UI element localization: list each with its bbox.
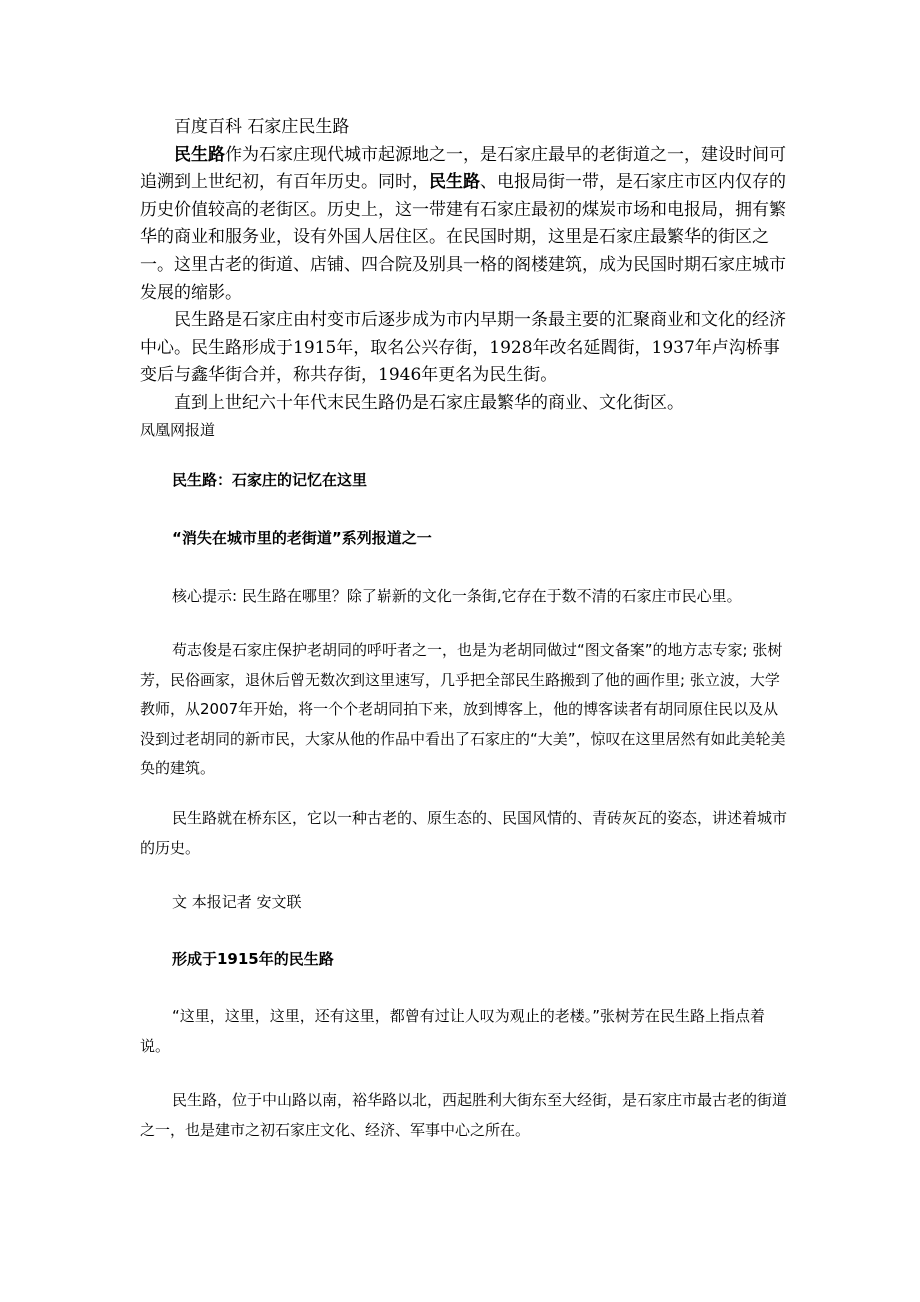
bold-term: 民生路 xyxy=(429,172,480,193)
report-title-block xyxy=(140,466,788,496)
report-series: “消失在城市里的老街道”系列报道之一 xyxy=(172,529,432,547)
report-hint: 核心提示: 民生路在哪里？除了崭新的文化一条街,它存在于数不清的石家庄市民心里。 xyxy=(172,587,742,605)
source-label: 凤凰网报道 xyxy=(140,421,216,439)
report-para-3-block xyxy=(140,1002,788,1061)
report-paragraph-1: 苟志俊是石家庄保护老胡同的呼吁者之一，也是为老胡同做过“图文备案”的地方志专家; 张树芳，民俗画家，退休后曾无数次到这里速写，几乎把全部民生路搬到了他的画作里; 张立波，大学教师，从2007年开始，将一个个老胡同拍下来，放到博客上，他的博客读者有胡同原住民以及从没到过老胡同的新市民，大家从他的作品中看出了石家庄的“大美”，惊叹在这里居然有如此美轮美奂的建筑。 xyxy=(140,641,786,777)
baike-paragraph-2: 民生路是石家庄由村变市后逐步成为市内早期一条最主要的汇聚商业和文化的经济中心。民生路形成于1915年，取名公兴存街，1928年改名延閻街，1937年卢沟桥事变后与鑫华街合并，称共存街，1946年更名为民生街。 xyxy=(140,310,786,386)
report-title: 民生路：石家庄的记忆在这里 xyxy=(172,471,368,489)
baike-paragraph-1 xyxy=(140,142,786,308)
text-run: 、电报局街一带，是石家庄市区内仅存的历史价值较高的老街区。历史上，这一带建有石家庄最初的煤炭市场和电报局，拥有繁华的商业和服务业，设有外国人居住区。在民国时期，这里是石家庄最繁华的街区之一。这里古老的街道、店铺、四合院及别具一格的阁楼建筑，成为民国时期石家庄城市发展的缩影。 xyxy=(140,172,786,303)
report-hint-block xyxy=(140,582,788,612)
report-subhead-block xyxy=(140,945,788,975)
report-subhead: 形成于1915年的民生路 xyxy=(172,950,334,968)
report-para-1-block xyxy=(140,636,788,784)
report-paragraph-4: 民生路，位于中山路以南，裕华路以北，西起胜利大街东至大经街，是石家庄市最古老的街道之一，也是建市之初石家庄文化、经济、军事中心之所在。 xyxy=(140,1091,788,1139)
baike-section xyxy=(140,114,786,418)
baike-heading: 百度百科 石家庄民生路 xyxy=(174,117,350,137)
report-para-4-block xyxy=(140,1086,788,1145)
report-paragraph-3: “这里，这里，这里，还有这里，都曾有过让人叹为观止的老楼。”张树芳在民生路上指点着说。 xyxy=(140,1007,766,1055)
text-run: 作为石家庄现代城市起源地之一，是石家庄最早的老街道之一，建设时间可追溯到上世纪初，有百年历史。同时， xyxy=(140,144,786,193)
report-paragraph-2: 民生路就在桥东区，它以一种古老的、原生态的、民国风情的、青砖灰瓦的姿态，讲述着城市的历史。 xyxy=(140,809,788,857)
report-byline-block xyxy=(140,888,788,918)
report-byline: 文 本报记者 安文联 xyxy=(172,893,302,911)
report-para-2-block xyxy=(140,804,788,863)
baike-paragraph-3: 直到上世纪六十年代末民生路仍是石家庄最繁华的商业、文化街区。 xyxy=(174,392,684,413)
bold-term: 民生路 xyxy=(174,144,225,165)
report-series-block xyxy=(140,524,788,554)
